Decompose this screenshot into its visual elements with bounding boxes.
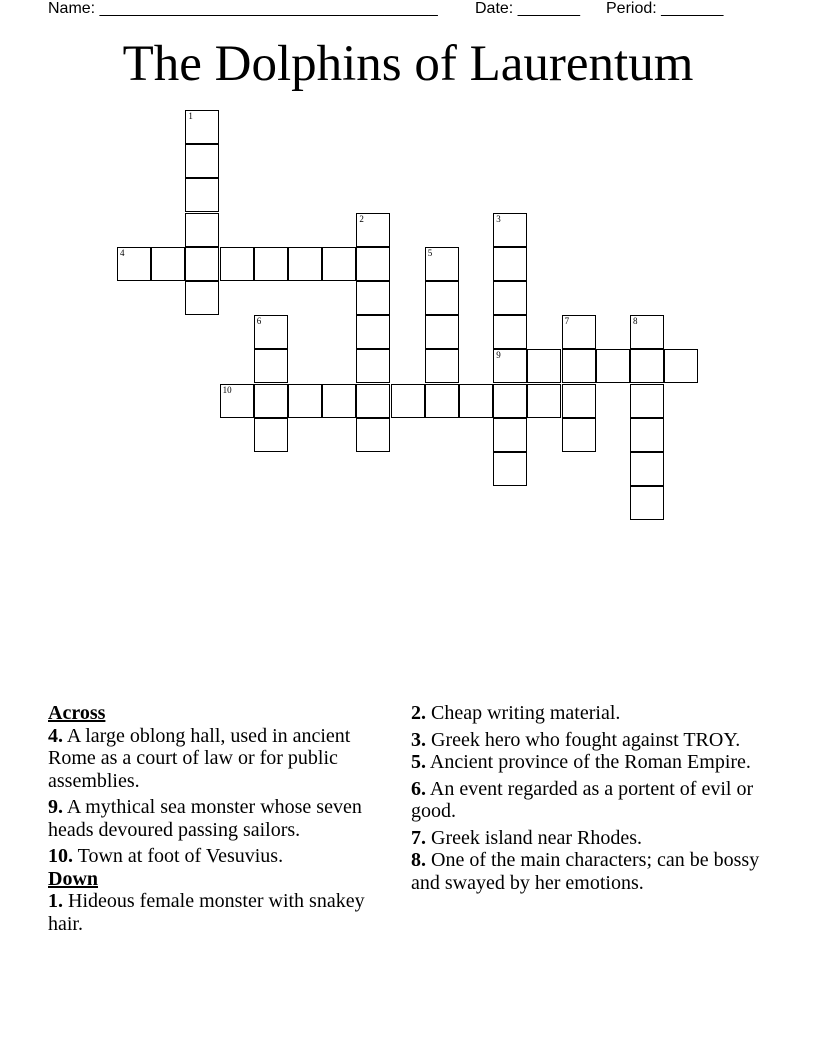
clue-number: 2. xyxy=(411,702,426,724)
clue-text: Greek island near Rhodes. xyxy=(431,826,643,849)
grid-cell[interactable] xyxy=(493,213,527,247)
clue-number: 10. xyxy=(48,845,73,867)
grid-cell[interactable] xyxy=(254,349,288,383)
cell-number: 6 xyxy=(256,316,262,327)
cell-number: 4 xyxy=(120,247,125,258)
grid-cell[interactable] xyxy=(151,247,185,281)
across-heading: Across xyxy=(48,702,106,724)
grid-cell[interactable] xyxy=(288,247,322,281)
clue-number: 3. xyxy=(411,728,426,751)
grid-cell[interactable] xyxy=(185,110,219,144)
grid-cell[interactable] xyxy=(356,281,390,315)
grid-cell[interactable] xyxy=(254,315,288,349)
grid-cell[interactable] xyxy=(493,247,527,281)
cell-number: 3 xyxy=(496,213,501,224)
grid-cell[interactable] xyxy=(185,247,219,281)
clue-text: An event regarded as a portent of evil or good. xyxy=(411,777,754,822)
grid-cell[interactable] xyxy=(630,384,664,418)
cell-number: 9 xyxy=(496,350,501,361)
grid-cell[interactable] xyxy=(630,349,664,383)
grid-cell[interactable] xyxy=(527,349,561,383)
clue-number: 5. xyxy=(411,751,426,773)
grid-cell[interactable] xyxy=(356,384,390,418)
cell-number: 2 xyxy=(359,213,364,224)
grid-cell[interactable] xyxy=(288,384,322,418)
grid-cell[interactable] xyxy=(356,213,390,247)
grid-cell[interactable] xyxy=(356,418,390,452)
clue-text: Town at foot of Vesuvius. xyxy=(77,845,284,867)
clue-down-1 xyxy=(48,890,403,935)
grid-cell[interactable] xyxy=(562,418,596,452)
clue-text: One of the main characters; can be bossy and swayed by her emotions. xyxy=(411,849,760,894)
grid-cell[interactable] xyxy=(185,144,219,178)
grid-cell[interactable] xyxy=(356,315,390,349)
clue-text: Cheap writing material. xyxy=(431,702,621,724)
grid-cell[interactable] xyxy=(630,486,664,520)
grid-cell[interactable] xyxy=(493,315,527,349)
grid-cell[interactable] xyxy=(459,384,493,418)
puzzle-title: The Dolphins of Laurentum xyxy=(122,36,694,92)
grid-cell[interactable] xyxy=(185,281,219,315)
grid-cell[interactable] xyxy=(391,384,425,418)
clue-down-3 xyxy=(411,729,791,752)
clue-across-9 xyxy=(48,796,403,841)
grid-cell[interactable] xyxy=(562,384,596,418)
grid-cell[interactable] xyxy=(425,384,459,418)
grid-cell[interactable] xyxy=(493,349,527,383)
grid-cell[interactable] xyxy=(425,247,459,281)
clue-down-2 xyxy=(411,702,791,725)
clue-across-10 xyxy=(48,845,403,868)
grid-cell[interactable] xyxy=(220,247,254,281)
grid-cell[interactable] xyxy=(117,247,151,281)
clue-number: 9. xyxy=(48,796,63,818)
grid-cell[interactable] xyxy=(425,315,459,349)
clue-down-6 xyxy=(411,778,791,823)
grid-cell[interactable] xyxy=(425,281,459,315)
grid-cell[interactable] xyxy=(493,281,527,315)
clue-text: A mythical sea monster whose seven heads devoured passing sailors. xyxy=(48,796,362,841)
clue-text: Greek hero who fought against TROY. xyxy=(431,728,741,751)
grid-cell[interactable] xyxy=(356,247,390,281)
down-heading: Down xyxy=(48,867,99,890)
clue-across-4 xyxy=(48,725,403,793)
grid-cell[interactable] xyxy=(630,418,664,452)
cell-number: 10 xyxy=(222,384,232,395)
clue-text: Hideous female monster with snakey hair. xyxy=(48,890,365,935)
clue-down-7 xyxy=(411,827,791,850)
date-line: Date: _______ xyxy=(475,0,580,17)
name-line: Name: ______________________________________ xyxy=(48,0,438,17)
grid-cell[interactable] xyxy=(322,384,356,418)
grid-cell[interactable] xyxy=(356,349,390,383)
cell-number: 1 xyxy=(188,111,193,121)
grid-cell[interactable] xyxy=(185,213,219,247)
grid-cell[interactable] xyxy=(254,418,288,452)
period-line: Period: _______ xyxy=(606,0,724,17)
grid-cell[interactable] xyxy=(185,178,219,212)
clue-text: Ancient province of the Roman Empire. xyxy=(429,751,751,773)
clue-number: 4. xyxy=(48,724,63,747)
grid-cell[interactable] xyxy=(630,315,664,349)
grid-cell[interactable] xyxy=(425,349,459,383)
clue-text: A large oblong hall, used in ancient Rome as a court of law or for public assemblies. xyxy=(48,724,351,792)
grid-cell[interactable] xyxy=(493,418,527,452)
cell-number: 8 xyxy=(633,316,638,327)
grid-cell[interactable] xyxy=(630,452,664,486)
grid-cell[interactable] xyxy=(527,384,561,418)
clue-number: 7. xyxy=(411,826,426,849)
clues-left-column xyxy=(48,702,403,939)
grid-cell[interactable] xyxy=(220,384,254,418)
clue-down-8 xyxy=(411,849,791,894)
grid-cell[interactable] xyxy=(254,247,288,281)
cell-number: 7 xyxy=(564,316,570,327)
clue-number: 8. xyxy=(411,849,426,871)
grid-cell[interactable] xyxy=(322,247,356,281)
grid-cell[interactable] xyxy=(562,315,596,349)
cell-number: 5 xyxy=(427,247,433,258)
grid-cell[interactable] xyxy=(562,349,596,383)
grid-cell[interactable] xyxy=(664,349,698,383)
grid-cell[interactable] xyxy=(493,452,527,486)
clue-number: 1. xyxy=(48,890,63,912)
grid-cell[interactable] xyxy=(596,349,630,383)
grid-cell[interactable] xyxy=(493,384,527,418)
clue-number: 6. xyxy=(411,777,426,800)
clue-down-5 xyxy=(411,751,791,774)
clues-right-column xyxy=(411,702,791,898)
grid-cell[interactable] xyxy=(254,384,288,418)
